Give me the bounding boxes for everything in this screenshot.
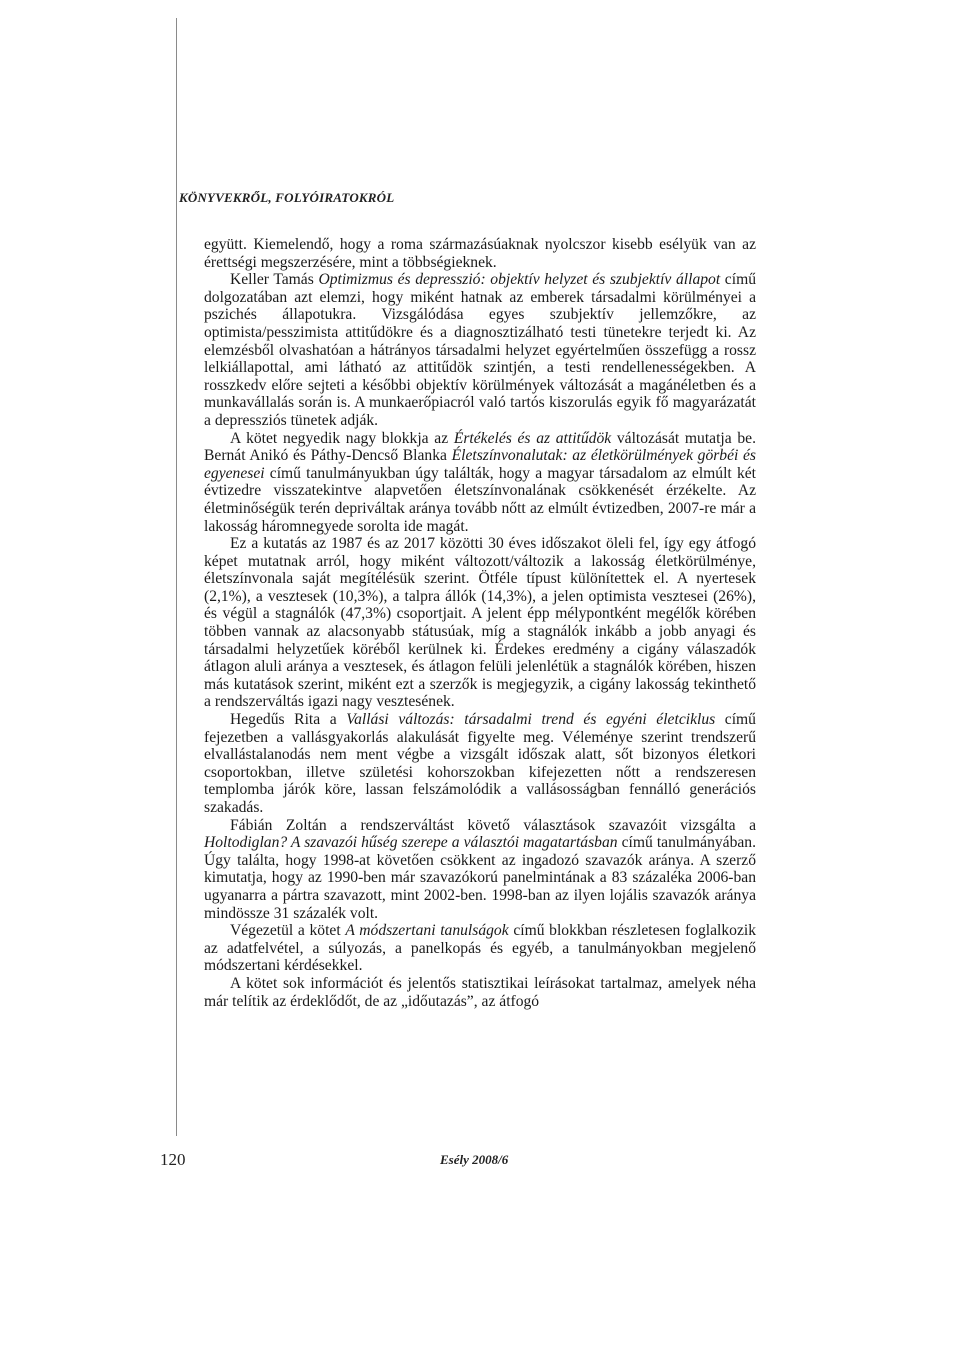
paragraph <box>204 271 756 429</box>
margin-rule <box>176 18 177 1136</box>
paragraph <box>204 975 756 1010</box>
text-run: változását mutatja be. Bernát Anikó és Páthy-Dencső Blanka <box>204 429 756 465</box>
italic-title: Holtodiglan? A szavazói hűség szerepe a választói magatartásban <box>204 834 618 852</box>
paragraph <box>204 711 756 817</box>
text-run: című blokkban részletesen foglalkozik az adatfelvétel, a súlyozás, a panelkopás és egyéb, a tanulmányokban megjelenő módszertani kérdésekkel. <box>204 922 756 975</box>
text-run: Fábián Zoltán a rendszerváltást követő választások szavazóit vizsgálta a <box>230 816 756 834</box>
text-run: című fejezetben a vallásgyakorlás alakulását figyelte meg. Véleménye szerint trendszerű elvallástalanodás nem ment végbe a vizsgált időszak alatt, sőt bizonyos életkori csoportokban, illetve születési kohorszokban kifejezetten nőtt a rendszeresen templomba járók köre, lassan felszámolódik a vallásosságban fennálló generációs szakadás. <box>204 711 756 816</box>
italic-title: Optimizmus és depresszió: objektív helyzet és szubjektív állapot <box>318 271 721 289</box>
paragraph <box>204 236 756 271</box>
text-run: Hegedűs Rita a <box>230 711 347 729</box>
text-run: Ez a kutatás az 1987 és az 2017 közötti 30 éves időszakot öleli fel, így egy átfogó képet mutatnak arról, hogy miként változott/változik a lakosság életkörülménye, életszínvonala saját megítélésük szerint. Ötféle típust különítettek el. A nyertesek (2,1%), a vesztesek (10,3%), a talpra állók (14,3%), a jelen optimista vesztesei (26%), és végül a stagnálók (47,3%) csoportjait. A jelent épp mélypontként megélők körében többen vannak az alacsonyabb státusúak, míg a stagnálók inkább a jobb anyagi és társadalmi helyzetűek köréből kerülnek ki. Érdekes eredmény a cigány válaszadók átlagon aluli aránya a vesztesek, és átlagon felüli jelenlétük a stagnálók körében, hiszen más kutatások szerint, miként ezt a szerzők is megjegyzik, a cigány lakosság tekinthető a rendszerváltás igazi nagy vesztesének. <box>204 535 756 711</box>
paragraph <box>204 922 756 975</box>
section-header: KÖNYVEKRŐL, FOLYÓIRATOKRÓL <box>179 190 395 205</box>
italic-title: Életszínvonalutak: az életkörülmények görbéi és egyenesei <box>204 447 756 482</box>
text-run: című tanulmányában. Úgy találta, hogy 1998-at követően csökkent az ingadozó szavazók aránya. A szerző kimutatja, hogy az 1990-ben már szavazókorú panelmintának a 83 százaléka 2006-ban ugyanarra a pártra szavazott, mint 2002-ben. 1998-ban az ilyen lojális szavazók aránya mindössze 31 százalék volt. <box>204 834 756 922</box>
text-run: című dolgozatában azt elemzi, hogy miként hatnak az emberek társadalmi körülményei a pszichés állapotukra. Vizsgálódása egyes szubjektív jellemzőkre, az optimista/pesszimista attitűdökre és a diagnosztizálható testi tünetekre terjedt ki. Az elemzésből olvashatóan a hátrányos társadalmi helyzet egyértelműen összefügg a rossz lelkiállapottal, ami látható az attitűdök szintjén, a testi rendellenességekben. A rosszkedv előre sejteti a későbbi objektív körülmények változását a magánéletben és a munkavállalás során is. A munkaerőpiacról való tartós kiszorulás egyik fő magyarázatát a depressziós tünetek adják. <box>204 271 756 429</box>
italic-title: Értékelés és az attitűdök <box>453 429 612 447</box>
page-number: 120 <box>160 1150 186 1169</box>
journal-footer: Esély 2008/6 <box>440 1152 509 1167</box>
paragraph <box>204 535 756 711</box>
text-run: Keller Tamás <box>230 271 319 289</box>
article-body <box>204 236 756 1010</box>
paragraph <box>204 430 756 536</box>
text-run: Végezetül a kötet <box>230 922 346 940</box>
text-run: A kötet negyedik nagy blokkja az <box>230 429 454 447</box>
text-run: A kötet sok információt és jelentős statisztikai leírásokat tartalmaz, amelyek néha már telítik az érdeklődőt, de az „időutazás”, az átfogó <box>204 974 756 1010</box>
italic-title: Vallási változás: társadalmi trend és egyéni életciklus <box>346 711 716 729</box>
text-run: együtt. Kiemelendő, hogy a roma származásúaknak nyolcszor kisebb esélyük van az érettségi megszerzésére, mint a többségieknek. <box>204 236 756 271</box>
text-run: című tanulmányukban úgy találták, hogy a magyar társadalom az elmúlt két évtizedre visszatekintve alapvetően életszínvonalának csökkenését érzékelte. Az életminőségük terén depriváltak aránya tovább nőtt az elmúlt évtizedben, 2007-re már a lakosság háromnegyede sorolta ide magát. <box>204 464 756 535</box>
paragraph <box>204 817 756 923</box>
italic-title: A módszertani tanulságok <box>345 922 509 940</box>
